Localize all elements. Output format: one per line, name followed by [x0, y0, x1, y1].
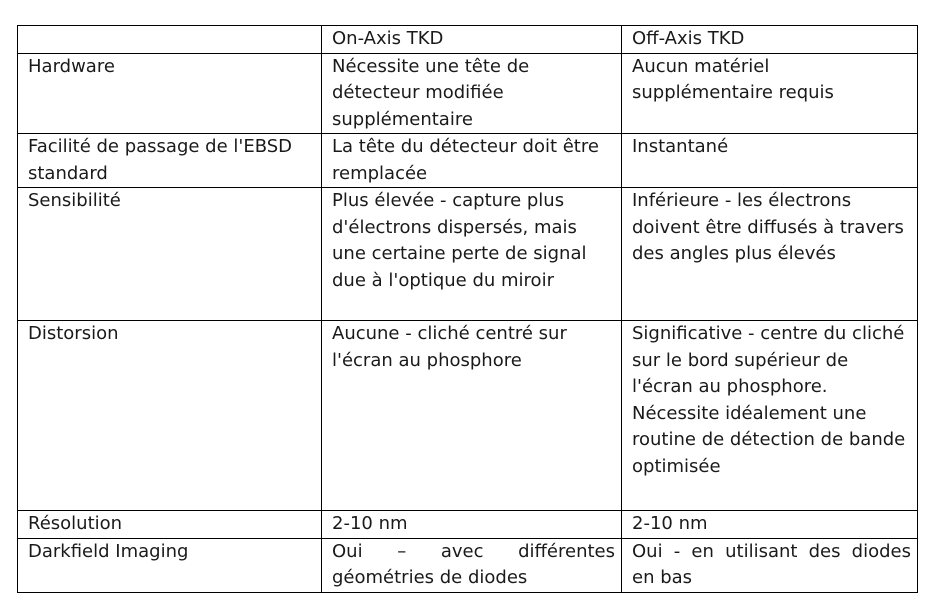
- comparison-table: [17, 25, 918, 593]
- row-label: Distorsion: [18, 321, 322, 511]
- table-row-distorsion: [18, 321, 918, 511]
- header-cell-on-axis: On-Axis TKD: [322, 26, 622, 54]
- row-label: Darkfield Imaging: [18, 538, 322, 592]
- row-label: Facilité de passage de l'EBSD standard: [18, 134, 322, 188]
- on-axis-cell: La tête du détecteur doit être remplacée: [322, 134, 622, 188]
- on-axis-cell: Oui – avec différentes géométries de diodes: [322, 538, 622, 592]
- off-axis-cell: Oui - en utilisant des diodes en bas: [622, 538, 918, 592]
- on-axis-cell: Plus élevée - capture plus d'électrons dispersés, mais une certaine perte de signal due à l'optique du miroir: [322, 188, 622, 321]
- table-row-resolution: [18, 511, 918, 539]
- header-cell-off-axis: Off-Axis TKD: [622, 26, 918, 54]
- row-label: Hardware: [18, 53, 322, 134]
- on-axis-cell: 2-10 nm: [322, 511, 622, 539]
- header-cell-empty: [18, 26, 322, 54]
- on-axis-cell: Aucune - cliché centré sur l'écran au phosphore: [322, 321, 622, 511]
- on-axis-cell: Nécessite une tête de détecteur modifiée supplémentaire: [322, 53, 622, 134]
- table-row-sensibilite: [18, 188, 918, 321]
- row-label: Résolution: [18, 511, 322, 539]
- row-label: Sensibilité: [18, 188, 322, 321]
- table-row-facilite: [18, 134, 918, 188]
- off-axis-cell: 2-10 nm: [622, 511, 918, 539]
- off-axis-cell: Instantané: [622, 134, 918, 188]
- off-axis-cell: Aucun matériel supplémentaire requis: [622, 53, 918, 134]
- table-header-row: [18, 26, 918, 54]
- table-row-darkfield: [18, 538, 918, 592]
- table-row-hardware: [18, 53, 918, 134]
- off-axis-cell: Significative - centre du cliché sur le bord supérieur de l'écran au phosphore. Nécessite idéalement une routine de détection de bande optimisée: [622, 321, 918, 511]
- off-axis-cell: Inférieure - les électrons doivent être diffusés à travers des angles plus élevés: [622, 188, 918, 321]
